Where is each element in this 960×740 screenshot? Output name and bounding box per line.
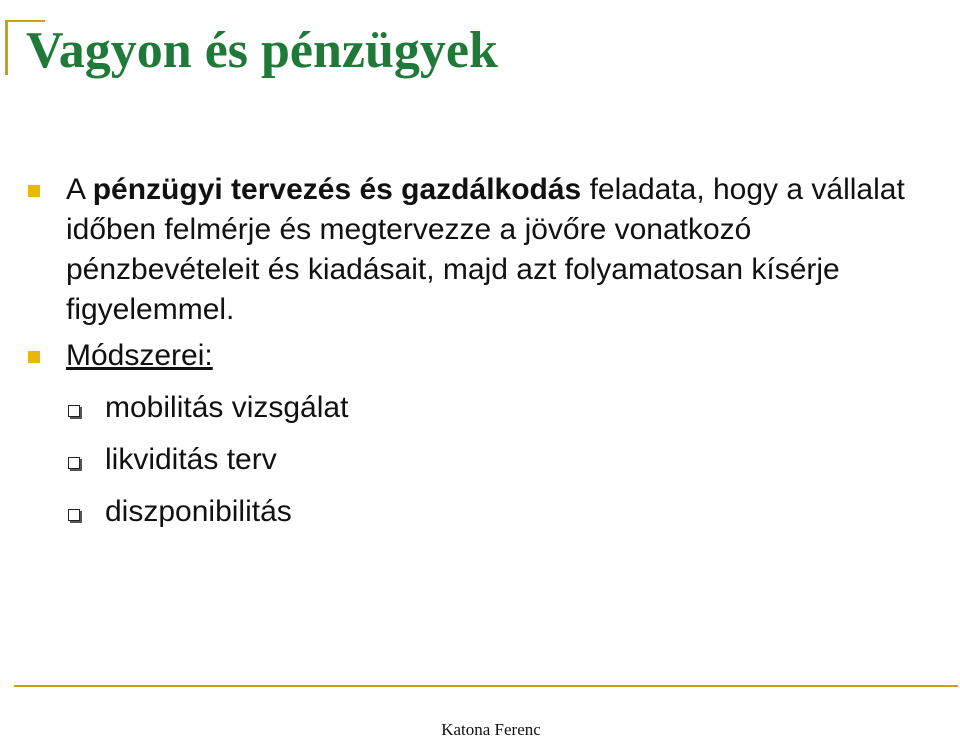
footer-divider — [14, 685, 958, 687]
bullet-financial-planning — [28, 170, 928, 330]
slide-title: Vagyon és pénzügyek — [26, 22, 498, 79]
square-bullet-icon — [28, 351, 40, 363]
bullet-methods — [28, 336, 928, 376]
square-bullet-icon — [28, 185, 40, 197]
method-label: diszponibilitás — [105, 495, 292, 528]
checkbox-bullet-icon — [68, 509, 80, 521]
methods-label: Módszerei: — [66, 339, 213, 372]
bullet-bold-term: pénzügyi tervezés és gazdálkodás — [92, 173, 582, 206]
method-label: mobilitás vizsgálat — [105, 391, 349, 424]
checkbox-bullet-icon — [68, 405, 80, 417]
slide-content — [28, 170, 928, 532]
method-item — [28, 492, 928, 532]
method-item — [28, 388, 928, 428]
method-label: likviditás terv — [105, 443, 277, 476]
method-item — [28, 440, 928, 480]
bullet-rest: feladata, hogy a vállalat időben felmérje és megtervezze a jövőre vonatkozó pénzbevételeit és kiadásait, majd azt folyamatosan kísérje figyelemmel. — [66, 173, 905, 326]
footer-author: Katona Ferenc — [441, 720, 541, 739]
accent-vertical-line — [5, 20, 8, 75]
checkbox-bullet-icon — [68, 457, 80, 469]
bullet-prefix: A — [66, 173, 93, 206]
